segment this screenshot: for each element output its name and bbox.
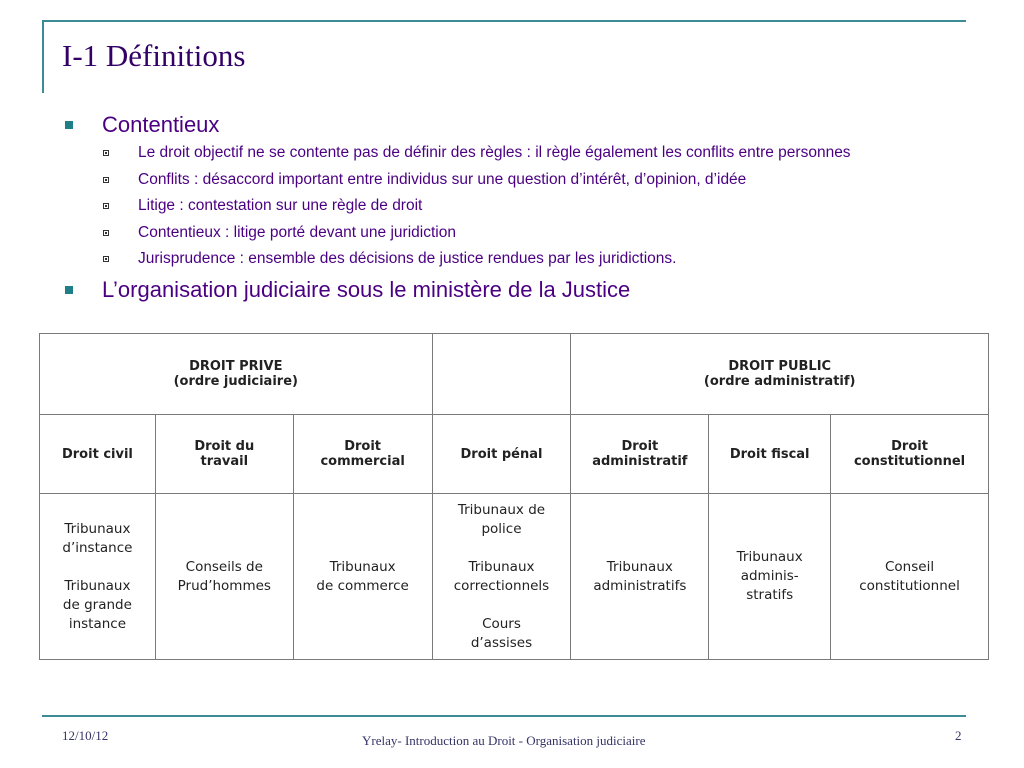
subbullet-text: Litige : contestation sur une règle de droit xyxy=(138,197,423,214)
header-empty xyxy=(432,334,571,415)
subbullet xyxy=(60,193,1020,220)
column-header: Droit commercial xyxy=(293,415,432,494)
slide-title: I-1 Définitions xyxy=(62,38,246,73)
subbullet xyxy=(60,167,1020,194)
subbullet xyxy=(60,140,1020,167)
title-top-rule xyxy=(42,20,966,22)
table-cell: Tribunaux de commerce xyxy=(293,494,432,660)
column-header: Droit civil xyxy=(40,415,156,494)
square-bullet-icon xyxy=(65,121,73,129)
hollow-square-bullet-icon xyxy=(103,177,109,183)
subbullet-text: Contentieux : litige porté devant une juridiction xyxy=(138,223,456,241)
bullet-text: Contentieux xyxy=(102,112,220,137)
column-header: Droit pénal xyxy=(432,415,571,494)
column-header: Droit administratif xyxy=(571,415,709,494)
subbullet-text: Le droit objectif ne se contente pas de définir des règles : il règle également les conflits entre personnes xyxy=(138,144,851,161)
bullet-text: L’organisation judiciaire sous le ministère de la Justice xyxy=(102,276,631,302)
footer-title: Yrelay- Introduction au Droit - Organisation judiciaire xyxy=(362,733,646,748)
title-left-rule xyxy=(42,20,44,93)
table-cell: Tribunaux adminis- stratifs xyxy=(709,494,831,660)
square-bullet-icon xyxy=(65,286,73,294)
header-droit-prive: DROIT PRIVE (ordre judiciaire) xyxy=(40,334,433,415)
footer-rule xyxy=(42,715,966,717)
hollow-square-bullet-icon xyxy=(103,256,109,262)
bullet-contentieux xyxy=(60,110,1020,140)
subbullet-text: Jurisprudence : ensemble des décisions de justice rendues par les juridictions. xyxy=(138,250,677,267)
header-droit-public: DROIT PUBLIC (ordre administratif) xyxy=(571,334,989,415)
table-cell: Conseils de Prud’hommes xyxy=(155,494,293,660)
subbullet xyxy=(60,246,1020,273)
subbullet xyxy=(60,220,1020,247)
page-number: 2 xyxy=(955,728,962,743)
hollow-square-bullet-icon xyxy=(103,203,109,209)
bullet-list xyxy=(60,110,1020,305)
column-header: Droit du travail xyxy=(155,415,293,494)
footer-date: 12/10/12 xyxy=(62,728,109,743)
column-header: Droit constitutionnel xyxy=(831,415,989,494)
table-cell: Tribunaux de police Tribunaux correctionnels Cours d’assises xyxy=(432,494,571,660)
hollow-square-bullet-icon xyxy=(103,150,109,156)
judicial-organisation-table xyxy=(39,333,989,660)
hollow-square-bullet-icon xyxy=(103,230,109,236)
table-cell: Conseil constitutionnel xyxy=(831,494,989,660)
table-cell: Tribunaux administratifs xyxy=(571,494,709,660)
subbullet-text: Conflits : désaccord important entre individus sur une question d’intérêt, d’opinion, d’idée xyxy=(138,170,747,188)
bullet-organisation xyxy=(60,275,1020,305)
table-cell: Tribunaux d’instance Tribunaux de grande instance xyxy=(40,494,156,660)
column-header: Droit fiscal xyxy=(709,415,831,494)
